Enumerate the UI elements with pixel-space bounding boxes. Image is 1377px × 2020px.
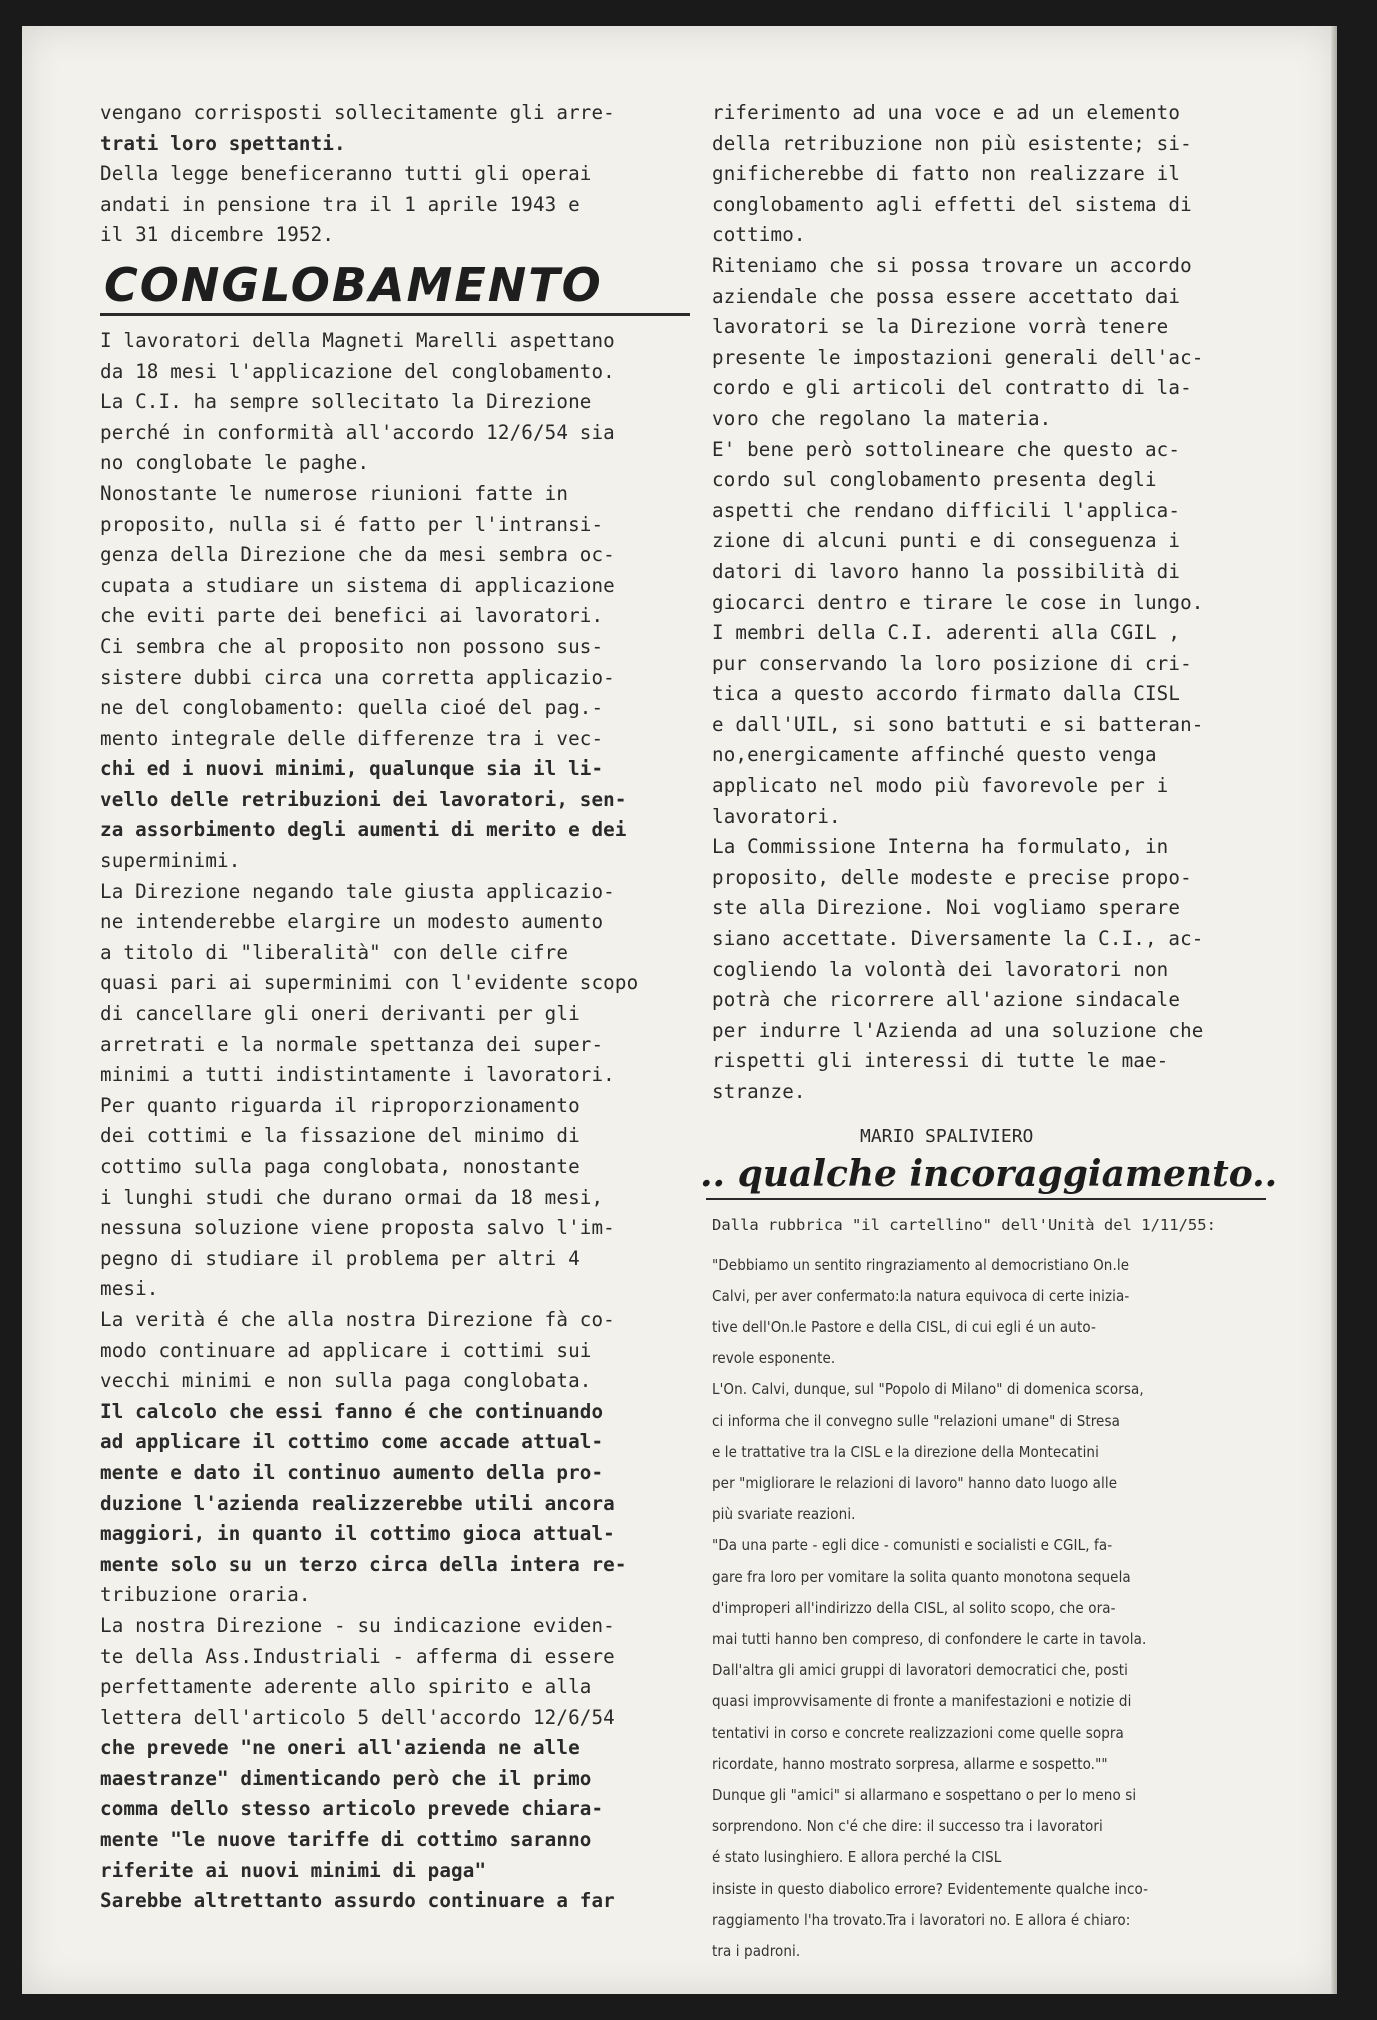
text-line: La verità é che alla nostra Direzione fà co- — [100, 1307, 615, 1331]
text-line: cottimo. — [712, 223, 806, 247]
text-line: che eviti parte dei benefici ai lavoratori. — [100, 604, 604, 628]
text-line: comma dello stesso articolo prevede chiara- — [100, 1797, 604, 1821]
text-line: della retribuzione non più esistente; si- — [712, 131, 1192, 155]
text-line: za assorbimento degli aumenti di merito e dei — [100, 818, 627, 842]
left-intro-paragraph — [100, 98, 700, 251]
text-line: a titolo di "liberalità" con delle cifre — [100, 940, 569, 964]
author-signature: MARIO SPALIVIERO — [860, 1125, 1034, 1147]
text-line: Nonostante le numerose riunioni fatte in — [100, 481, 569, 505]
text-line: i lunghi studi che durano ormai da 18 mesi, — [100, 1185, 604, 1209]
text-line: cogliendo la volontà dei lavoratori non — [712, 957, 1169, 981]
text-line: E' bene però sottolineare che questo ac- — [712, 437, 1181, 461]
text-line: mente e dato il continuo aumento della pro- — [100, 1460, 604, 1484]
text-line: tentativi in corso e concrete realizzazioni come quelle sopra — [712, 1723, 1124, 1742]
text-line: cottimo sulla paga conglobata, nonostante — [100, 1155, 580, 1178]
text-line: ste alla Direzione. Noi vogliamo sperare — [712, 896, 1181, 920]
text-line: giocarci dentro e tirare le cose in lungo. — [712, 590, 1204, 614]
text-line: pur conservando la loro posizione di cri- — [712, 651, 1192, 675]
text-line: insiste in questo diabolico errore? Evidentemente qualche inco- — [712, 1879, 1149, 1898]
text-line: andati in pensione tra il 1 aprile 1943 e — [100, 192, 580, 216]
text-line: di cancellare gli oneri derivanti per gli — [100, 1002, 580, 1026]
text-line: cordo e gli articoli del contratto di la- — [712, 376, 1192, 400]
text-line: mai tutti hanno ben compreso, di confondere le carte in tavola. — [712, 1630, 1147, 1649]
section-title: CONGLOBAMENTO — [104, 257, 603, 312]
text-line: Calvi, per aver confermato:la natura equivoca di certe inizia- — [712, 1286, 1130, 1305]
text-line: La C.I. ha sempre sollecitato la Direzione — [100, 390, 592, 414]
quoted-excerpt — [712, 1250, 1324, 1968]
text-line: maestranze" dimenticando però che il primo — [100, 1766, 592, 1790]
text-line: La Commissione Interna ha formulato, in — [712, 835, 1169, 859]
text-line: La Direzione negando tale giusta applicazio- — [100, 879, 615, 903]
text-line: pegno di studiare il problema per altri 4 — [100, 1246, 580, 1270]
text-line: ad applicare il cottimo come accade attual- — [100, 1430, 604, 1454]
text-line: tive dell'On.le Pastore e della CISL, di cui egli é un auto- — [712, 1318, 1096, 1336]
text-line: siano accettate. Diversamente la C.I., ac- — [712, 927, 1204, 951]
text-line: tribuzione oraria. — [100, 1583, 311, 1607]
text-line: tra i padroni. — [712, 1942, 801, 1961]
text-line: Ci sembra che al proposito non possono sus- — [100, 634, 604, 658]
text-line: per "migliorare le relazioni di lavoro" hanno dato luogo alle — [712, 1474, 1118, 1493]
right-column — [700, 98, 1324, 1967]
text-line: proposito, delle modeste e precise propo- — [712, 865, 1192, 889]
text-line: gnificherebbe di fatto non realizzare il — [712, 162, 1181, 186]
text-line: lettera dell'articolo 5 dell'accordo 12/6/54 — [100, 1705, 615, 1729]
text-line: La nostra Direzione - su indicazione eviden- — [100, 1613, 615, 1637]
text-line: superminimi. — [100, 849, 241, 873]
text-line: aspetti che rendano difficili l'applica- — [712, 498, 1181, 522]
text-line: chi ed i nuovi minimi, qualunque sia il li- — [100, 757, 604, 781]
handwritten-underline — [706, 1198, 1266, 1200]
text-line: e dall'UIL, si sono battuti e si batteran- — [712, 712, 1204, 736]
text-line: più svariate reazioni. — [712, 1505, 856, 1524]
text-line: vecchi minimi e non sulla paga conglobata. — [100, 1369, 592, 1393]
text-line: mento integrale delle differenze tra i vec- — [100, 726, 604, 750]
right-article-body — [712, 98, 1324, 1108]
text-line: mesi. — [100, 1277, 159, 1301]
left-column — [100, 98, 700, 1917]
text-line: no conglobate le paghe. — [100, 451, 370, 475]
text-line: "Debbiamo un sentito ringraziamento al democristiano On.le — [712, 1255, 1130, 1274]
text-line: cordo sul conglobamento presenta degli — [712, 468, 1157, 492]
page-edge-shadow — [1331, 26, 1337, 1994]
text-line: I lavoratori della Magneti Marelli aspettano — [100, 328, 615, 352]
text-line: quasi improvvisamente di fronte a manifestazioni e notizie di — [712, 1692, 1132, 1711]
text-line: genza della Direzione che da mesi sembra oc- — [100, 543, 615, 567]
text-line: rispetti gli interessi di tutte le mae- — [712, 1049, 1169, 1073]
text-line: zione di alcuni punti e di conseguenza i — [712, 529, 1181, 553]
text-line: d'improperi all'indirizzo della CISL, al solito scopo, che ora- — [712, 1598, 1116, 1617]
text-line: applicato nel modo più favorevole per i — [712, 774, 1169, 798]
text-line: datori di lavoro hanno la possibilità di — [712, 559, 1181, 583]
text-line: lavoratori. — [712, 804, 841, 828]
text-line: cupata a studiare un sistema di applicazione — [100, 573, 615, 597]
text-line: ci informa che il convegno sulle "relazioni umane" di Stresa — [712, 1411, 1120, 1430]
text-line: potrà che ricorrere all'azione sindacale — [712, 988, 1181, 1012]
text-line: dei cottimi e la fissazione del minimo di — [100, 1124, 580, 1148]
text-line: ne del conglobamento: quella cioé del pag.- — [100, 696, 604, 720]
text-line: no,energicamente affinché questo venga — [712, 743, 1157, 767]
text-line: gare fra loro per vomitare la solita quanto monotona sequela — [712, 1567, 1131, 1586]
left-article-body — [100, 326, 700, 1917]
text-line: vello delle retribuzioni dei lavoratori, sen- — [100, 787, 627, 811]
text-line: lavoratori se la Direzione vorrà tenere — [712, 315, 1169, 339]
text-line: voro che regolano la materia. — [712, 406, 1052, 430]
text-line: "Da una parte - egli dice - comunisti e socialisti e CGIL, fa- — [712, 1536, 1113, 1555]
quote-source: Dalla rubbrica "il cartellino" dell'Unità del 1/11/55: — [712, 1215, 1216, 1234]
text-line: vengano corrisposti sollecitamente gli arre- — [100, 101, 615, 124]
newsletter-page — [22, 26, 1337, 1994]
text-line: riferimento ad una voce e ad un elemento — [712, 101, 1181, 124]
text-line: per indurre l'Azienda ad una soluzione che — [712, 1018, 1204, 1042]
handwritten-heading: .. qualche incoraggiamento.. — [700, 1152, 1278, 1195]
text-line: ne intenderebbe elargire un modesto aumento — [100, 910, 604, 934]
text-line: stranze. — [712, 1080, 806, 1103]
text-line: tica a questo accordo firmato dalla CISL — [712, 682, 1181, 706]
text-line: Dunque gli "amici" si allarmano e sospettano o per lo meno si — [712, 1786, 1137, 1805]
text-line: maggiori, in quanto il cottimo gioca attual- — [100, 1522, 615, 1546]
text-line: perché in conformità all'accordo 12/6/54 sia — [100, 420, 615, 444]
text-line: Riteniamo che si possa trovare un accordo — [712, 253, 1192, 277]
text-line: revole esponente. — [712, 1349, 836, 1368]
text-line: proposito, nulla si é fatto per l'intransi- — [100, 512, 604, 536]
text-line: quasi pari ai superminimi con l'evidente scopo — [100, 971, 639, 995]
text-line: modo continuare ad applicare i cottimi sui — [100, 1338, 592, 1362]
text-line: Della legge beneficeranno tutti gli operai — [100, 162, 592, 186]
text-line: nessuna soluzione viene proposta salvo l'im- — [100, 1216, 615, 1240]
text-line: I membri della C.I. aderenti alla CGIL , — [712, 621, 1181, 645]
text-line: mente solo su un terzo circa della intera re- — [100, 1552, 627, 1576]
text-line: Dall'altra gli amici gruppi di lavoratori democratici che, posti — [712, 1661, 1129, 1680]
text-line: te della Ass.Industriali - afferma di essere — [100, 1644, 615, 1668]
text-line: che prevede "ne oneri all'azienda ne alle — [100, 1736, 580, 1760]
text-line: arretrati e la normale spettanza dei super- — [100, 1032, 604, 1056]
text-line: ricordate, hanno mostrato sorpresa, allarme e sospetto."" — [712, 1754, 1108, 1773]
text-line: trati loro spettanti. — [100, 131, 346, 155]
text-line: riferite ai nuovi minimi di paga" — [100, 1858, 487, 1882]
text-line: é stato lusinghiero. E allora perché la CISL — [712, 1848, 1002, 1867]
text-line: Per quanto riguarda il riproporzionamento — [100, 1093, 580, 1117]
text-line: duzione l'azienda realizzerebbe utili ancora — [100, 1491, 615, 1515]
text-line: Sarebbe altrettanto assurdo continuare a far — [100, 1889, 615, 1913]
text-line: sistere dubbi circa una corretta applicazio- — [100, 665, 615, 689]
title-underline — [100, 313, 690, 316]
text-line: aziendale che possa essere accettato dai — [712, 284, 1181, 308]
text-line: e le trattative tra la CISL e la direzione della Montecatini — [712, 1442, 1099, 1461]
text-line: da 18 mesi l'applicazione del conglobamento. — [100, 359, 615, 383]
text-line: L'On. Calvi, dunque, sul "Popolo di Milano" di domenica scorsa, — [712, 1380, 1144, 1399]
text-line: il 31 dicembre 1952. — [100, 223, 335, 247]
text-line: presente le impostazioni generali dell'ac- — [712, 345, 1204, 369]
text-line: sorprendono. Non c'é che dire: il successo tra i lavoratori — [712, 1817, 1103, 1836]
text-line: mente "le nuove tariffe di cottimo saranno — [100, 1828, 592, 1852]
text-line: conglobamento agli effetti del sistema di — [712, 192, 1192, 216]
text-line: Il calcolo che essi fanno é che continuando — [100, 1399, 604, 1423]
text-line: minimi a tutti indistintamente i lavoratori. — [100, 1063, 615, 1087]
text-line: perfettamente aderente allo spirito e alla — [100, 1675, 592, 1699]
text-line: raggiamento l'ha trovato.Tra i lavoratori no. E allora é chiaro: — [712, 1910, 1131, 1929]
